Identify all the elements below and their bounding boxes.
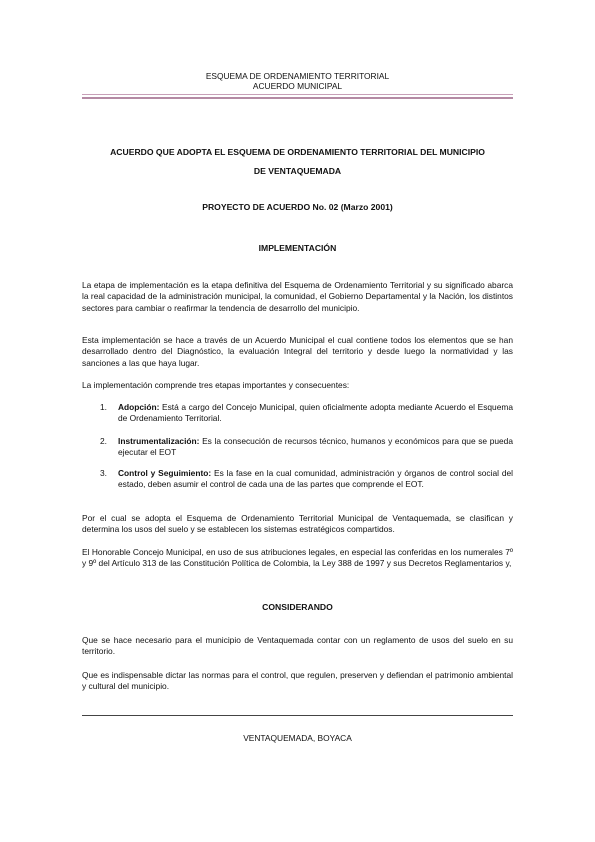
list-number: 1.: [100, 402, 107, 412]
paragraph-2: Esta implementación se hace a través de un Acuerdo Municipal el cual contiene todos los elementos que se han desarrollado dentro del Diagnóstico, la evaluación Integral del territorio y desde luego la normatividad y las sanciones a las que haya lugar.: [82, 335, 513, 368]
page-header: [0, 71, 595, 91]
considerando-heading: CONSIDERANDO: [262, 602, 333, 612]
considerando-paragraph-2: Que es indispensable dictar las normas para el control, que regulen, preserven y defiendan el patrimonio ambiental y cultural del municipio.: [82, 670, 513, 692]
list-number: 2.: [100, 436, 107, 446]
list-number: 3.: [100, 468, 107, 478]
list-term: Control y Seguimiento:: [118, 468, 212, 478]
list-text: Es la consecución de recursos técnico, humanos y económicos para que se pueda ejecutar el EOT: [118, 436, 513, 458]
header-line-1: ESQUEMA DE ORDENAMIENTO TERRITORIAL: [205, 71, 390, 81]
header-rule-top: [82, 94, 513, 95]
list-term: Instrumentalización:: [118, 436, 200, 446]
header-line-2: ACUERDO MUNICIPAL: [252, 81, 343, 91]
proyecto-heading: PROYECTO DE ACUERDO No. 02 (Marzo 2001): [202, 202, 393, 212]
title-line-1: ACUERDO QUE ADOPTA EL ESQUEMA DE ORDENAMIENTO TERRITORIAL DEL MUNICIPIO: [110, 147, 485, 157]
paragraph-1: La etapa de implementación es la etapa definitiva del Esquema de Ordenamiento Territorial y su significado abarca la real capacidad de la administración municipal, la comunidad, el Gobierno Departamental y la Nación, los distintos sectores para cambiar o reafirmar la tendencia de desarrollo del municipio.: [82, 280, 513, 313]
title-line-2: DE VENTAQUEMADA: [253, 166, 342, 176]
page-footer: VENTAQUEMADA, BOYACA: [243, 733, 352, 743]
implementacion-heading: IMPLEMENTACIÓN: [258, 243, 337, 253]
paragraph-5: El Honorable Concejo Municipal, en uso de sus atribuciones legales, en especial las conferidas en los numerales 7º y 9º del Artículo 313 de las Constitución Política de Colombia, la Ley 388 de 1997 y sus Decretos Reglamentarios y,: [82, 547, 513, 569]
paragraph-3: La implementación comprende tres etapas importantes y consecuentes:: [82, 380, 350, 390]
header-rule-bottom: [82, 97, 513, 99]
list-text: Está a cargo del Concejo Municipal, quien oficialmente adopta mediante Acuerdo el Esquema de Ordenamiento Territorial.: [118, 402, 513, 424]
paragraph-4: Por el cual se adopta el Esquema de Ordenamiento Territorial Municipal de Ventaquemada, se clasifican y determina los usos del suelo y se establecen los sistemas estratégicos compartidos.: [82, 513, 513, 535]
footer-rule: [82, 715, 513, 716]
list-term: Adopción:: [118, 402, 160, 412]
document-title: [82, 143, 513, 181]
considerando-paragraph-1: Que se hace necesario para el municipio de Ventaquemada contar con un reglamento de usos del suelo en su territorio.: [82, 635, 513, 657]
list-text: Es la fase en la cual comunidad, administración y órganos de control social del estado, deben asumir el control de cada una de las partes que comprende el EOT.: [118, 468, 514, 490]
